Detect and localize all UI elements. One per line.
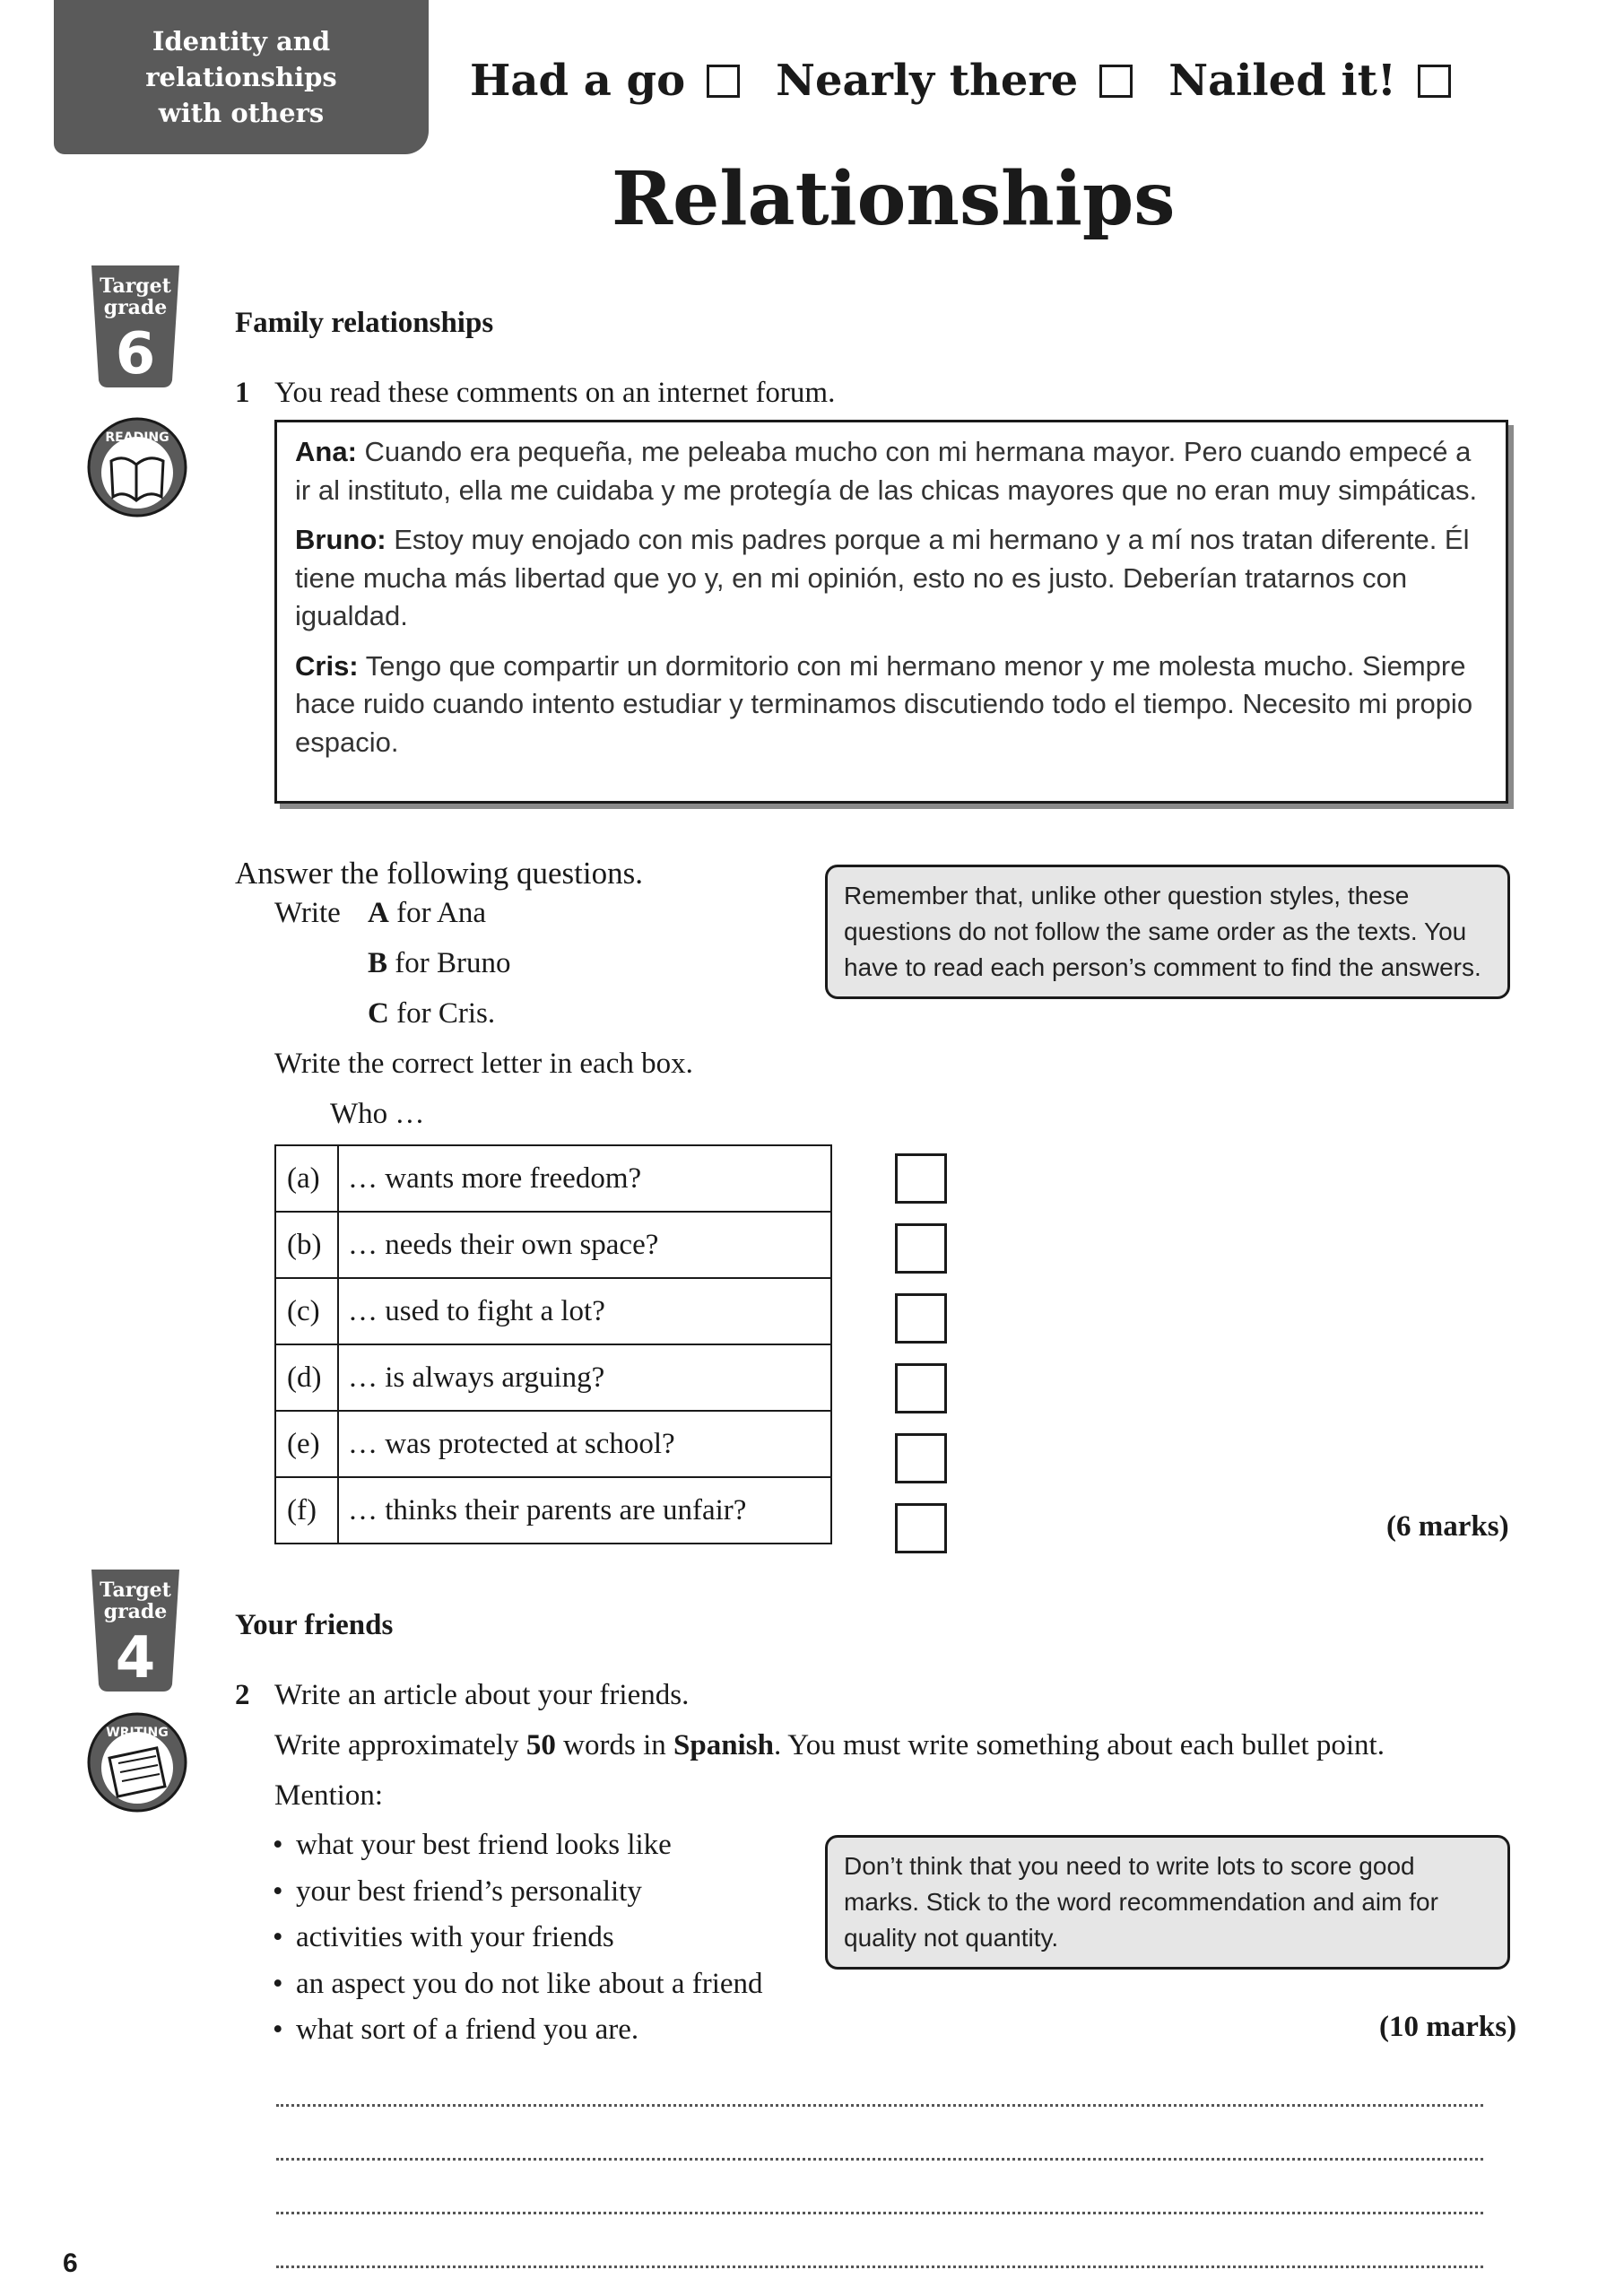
grade-number: 4 xyxy=(115,1625,156,1692)
question-1-prompt xyxy=(235,375,835,411)
question-cell: … used to fight a lot? xyxy=(338,1278,831,1344)
topic-tab xyxy=(54,0,429,154)
question-label: (e) xyxy=(275,1411,338,1477)
topic-tab-line2: with others xyxy=(158,98,325,128)
answer-box-f[interactable] xyxy=(895,1503,947,1553)
answer-line[interactable] xyxy=(276,2266,1483,2268)
answer-line[interactable] xyxy=(276,2104,1483,2107)
writing-skill-text: WRITING xyxy=(106,1726,169,1740)
list-item: • your best friend’s personality xyxy=(273,1869,763,1916)
topic-tab-line1: Identity and relationships xyxy=(145,26,337,92)
question-cell: … was protected at school? xyxy=(338,1411,831,1477)
option-letter: A xyxy=(368,897,389,929)
question-cell: … needs their own space? xyxy=(338,1212,831,1278)
list-item: • what your best friend looks like xyxy=(273,1822,763,1869)
answer-line[interactable] xyxy=(276,2158,1483,2161)
forum-comments-box xyxy=(274,420,1508,804)
writing-instruction xyxy=(274,1727,1385,1763)
option-text: for Ana xyxy=(396,897,486,929)
nearly-there-label: Nearly there xyxy=(776,56,1079,106)
target-grade-badge xyxy=(86,1566,185,1695)
table-row xyxy=(275,1477,831,1544)
badge-target-text: Target xyxy=(100,274,171,298)
badge-grade-text: grade xyxy=(103,296,168,319)
progress-tracker xyxy=(470,52,1451,109)
comment-bruno xyxy=(295,521,1488,636)
answer-box-d[interactable] xyxy=(895,1363,947,1413)
list-item: • activities with your friends xyxy=(273,1915,763,1961)
section-heading-family: Family relationships xyxy=(235,307,494,339)
question-cell: … thinks their parents are unfair? xyxy=(338,1477,831,1544)
question-label: (c) xyxy=(275,1278,338,1344)
question-label: (d) xyxy=(275,1344,338,1411)
questions-table xyxy=(274,1144,832,1544)
language: Spanish xyxy=(673,1729,774,1761)
comment-text: Tengo que compartir un dormitorio con mi hermano menor y me molesta mucho. Siempre hace ruido cuando intento estudiar y terminamos discutiendo todo el tiempo. Necesito mi propio espacio. xyxy=(295,649,1473,758)
instruction-part: . You must write something about each bullet point. xyxy=(773,1729,1385,1761)
option-text: for Bruno xyxy=(395,947,511,979)
question-label: (a) xyxy=(275,1145,338,1212)
bullet-list xyxy=(273,1822,763,2054)
table-row xyxy=(275,1278,831,1344)
option-a xyxy=(368,895,486,931)
answer-line[interactable] xyxy=(276,2212,1483,2214)
marks-6: (6 marks) xyxy=(1386,1510,1509,1543)
write-word: Write xyxy=(274,897,341,929)
answer-box-c[interactable] xyxy=(895,1293,947,1344)
answer-box-a[interactable] xyxy=(895,1153,947,1204)
question-cell: … is always arguing? xyxy=(338,1344,831,1411)
nailed-it-label: Nailed it! xyxy=(1168,56,1396,106)
comment-text: Estoy muy enojado con mis padres porque a mi hermano y a mí nos tratan diferente. Él tiene mucha más libertad que yo y, en mi opinión, esto no es justo. Deberían tratarnos con igualdad. xyxy=(295,524,1470,631)
question-number: 1 xyxy=(235,377,250,409)
question-label: (f) xyxy=(275,1477,338,1544)
question-number: 2 xyxy=(235,1679,250,1711)
mention-label: Mention: xyxy=(274,1779,383,1812)
nailed-it-checkbox[interactable] xyxy=(1418,65,1451,98)
table-row xyxy=(275,1344,831,1411)
question-text: You read these comments on an internet forum. xyxy=(274,377,836,409)
writing-skill-icon xyxy=(84,1709,190,1815)
option-letter: C xyxy=(368,997,389,1030)
option-c xyxy=(368,996,495,1031)
answer-box-b[interactable] xyxy=(895,1223,947,1274)
option-text: for Cris. xyxy=(396,997,496,1030)
reading-skill-icon xyxy=(84,414,190,520)
option-b xyxy=(368,945,511,981)
write-correct-instruction: Write the correct letter in each box. xyxy=(274,1048,693,1080)
instruction-part: Write approximately xyxy=(274,1729,526,1761)
badge-grade-text: grade xyxy=(103,1600,168,1623)
question-text: Write an article about your friends. xyxy=(274,1679,690,1711)
list-item: • what sort of a friend you are. xyxy=(273,2007,763,2054)
section-heading-friends: Your friends xyxy=(235,1609,394,1641)
comment-author: Bruno: xyxy=(295,524,386,555)
answer-intro: Answer the following questions. xyxy=(235,856,643,891)
reading-skill-text: READING xyxy=(105,430,169,445)
comment-cris xyxy=(295,648,1488,762)
who-prompt: Who … xyxy=(330,1098,425,1130)
page-title: Relationships xyxy=(612,156,1176,242)
tip-box-reading: Remember that, unlike other question styles, these questions do not follow the same order as the texts. You have to read each person’s comment to find the answers. xyxy=(825,865,1510,999)
list-item: • an aspect you do not like about a friend xyxy=(273,1961,763,2008)
had-a-go-checkbox[interactable] xyxy=(707,65,740,98)
question-cell: … wants more freedom? xyxy=(338,1145,831,1212)
table-row xyxy=(275,1411,831,1477)
question-2-prompt xyxy=(235,1677,689,1713)
tip-box-writing: Don’t think that you need to write lots to score good marks. Stick to the word recommendation and aim for quality not quantity. xyxy=(825,1835,1510,1970)
grade-number: 6 xyxy=(115,321,156,387)
word-count: 50 xyxy=(525,1729,556,1761)
table-row xyxy=(275,1145,831,1212)
comment-author: Ana: xyxy=(295,436,357,467)
marks-10: (10 marks) xyxy=(1379,2011,1517,2043)
comment-ana xyxy=(295,433,1488,509)
comment-author: Cris: xyxy=(295,649,359,682)
instruction-part: words in xyxy=(555,1729,673,1761)
target-grade-badge xyxy=(86,262,185,391)
page-number: 6 xyxy=(63,2248,78,2278)
comment-text: Cuando era pequeña, me peleaba mucho con mi hermana mayor. Pero cuando empecé a ir al instituto, ella me cuidaba y me protegía de las chicas mayores que no eran muy simpáticas. xyxy=(295,436,1478,506)
question-label: (b) xyxy=(275,1212,338,1278)
table-row xyxy=(275,1212,831,1278)
option-letter: B xyxy=(368,947,388,979)
nearly-there-checkbox[interactable] xyxy=(1099,65,1133,98)
badge-target-text: Target xyxy=(100,1578,171,1602)
answer-box-e[interactable] xyxy=(895,1433,947,1483)
had-a-go-label: Had a go xyxy=(470,56,686,106)
